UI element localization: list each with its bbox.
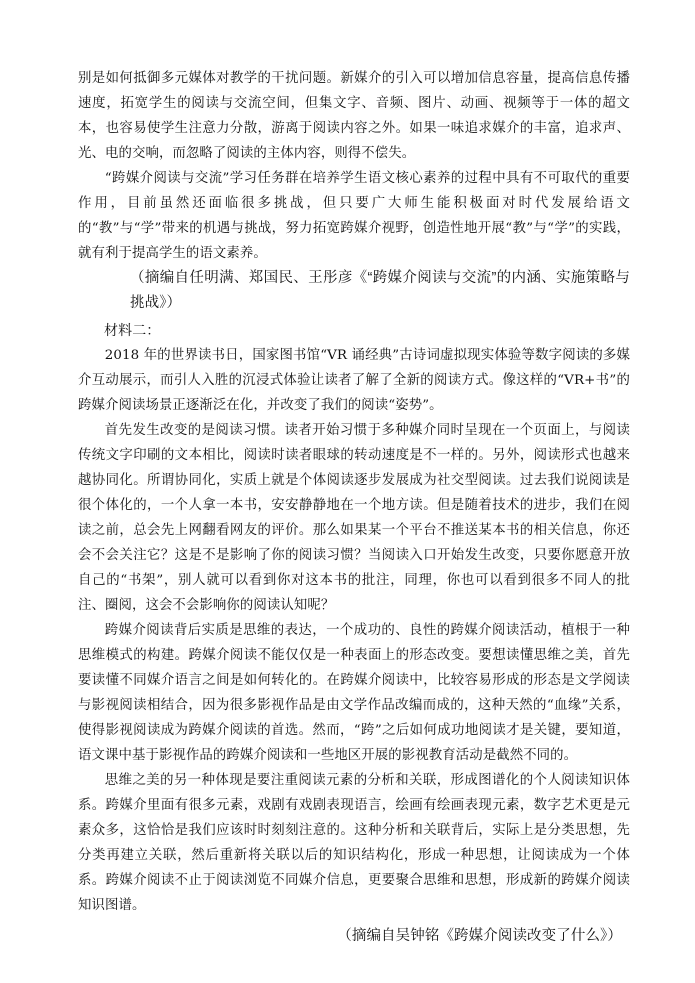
material2-source: （摘编自吴钟铭《跨媒介阅读改变了什么》） [337,928,622,944]
material1-paragraph-1: 别是如何抵御多元媒体对教学的干扰问题。新媒介的引入可以增加信息容量，提高信息传播速度，拓宽学生的阅读与交流空间，但集文字、音频、图片、动画、视频等于一体的超文本，也容易使学生注意力分散，游离于阅读内容之外。如果一味追求媒介的丰富，追求声、光、电的交响，而忽略了阅读的主体内容，则得不偿失。 [78,71,630,161]
material1-source: （摘编自任明满、郑国民、王彤彦《“跨媒介阅读与交流”的内涵、实施策略与挑战》） [130,270,630,311]
material2-paragraph-3: 跨媒介阅读背后实质是思维的表达，一个成功的、良性的跨媒介阅读活动，植根于一种思维模式的构建。跨媒介阅读不能仅仅是一种表面上的形态改变。要想读懂思维之美，首先要读懂不同媒介语言之间是如何转化的。在跨媒介阅读中，比较容易形成的形态是文学阅读与影视阅读相结合，因为很多影视作品是由文学作品改编而成的，这种天然的“血缘”关系，使得影视阅读成为跨媒介阅读的首选。然而，“跨”之后如何成功地阅读才是关键，要知道，语文课中基于影视作品的跨媒介阅读和一些地区开展的影视教育活动是截然不同的。 [78,623,630,763]
material2-paragraph-2: 首先发生改变的是阅读习惯。读者开始习惯于多种媒介同时呈现在一个页面上，与阅读传统文字印刷的文本相比，阅读时读者眼球的转动速度是不一样的。另外，阅读形式也越来越协同化。所谓协同化，实质上就是个体阅读逐步发展成为社交型阅读。过去我们说阅读是很个体化的，一个人拿一本书，安安静静地在一个地方读。但是随着技术的进步，我们在阅读之前，总会先上网翻看网友的评价。那么如果某一个平台不推送某本书的相关信息，你还会不会关注它？这是不是影响了你的阅读习惯？当阅读入口开始发生改变，只要你愿意开放自己的“书架”，别人就可以看到你对这本书的批注，同理，你也可以看到很多不同人的批注、圈阅，这会不会影响你的阅读认知呢？ [78,423,630,613]
material2-paragraph-4: 思维之美的另一种体现是要注重阅读元素的分析和关联，形成图谱化的个人阅读知识体系。跨媒介里面有很多元素，戏剧有戏剧表现语言，绘画有绘画表现元素，数字艺术更是元素众多，这恰恰是我们应该时时刻刻注意的。这种分析和关联背后，实际上是分类思想，先分类再建立关联，然后重新将关联以后的知识结构化，形成一种思想，让阅读成为一个体系。跨媒介阅读不止于阅读浏览不同媒介信息，更要聚合思维和思想，形成新的跨媒介阅读知识图谱。 [78,773,630,913]
text-body [78,66,630,949]
material2-label: 材料二： [104,322,161,338]
material1-paragraph-2: “跨媒介阅读与交流”学习任务群在培养学生语文核心素养的过程中具有不可取代的重要作用，目前虽然还面临很多挑战，但只要广大师生能积极面对时代发展给语文的“教”与“学”带来的机遇与挑战，努力拓宽跨媒介视野，创造性地开展“教”与“学”的实践，就有利于提高学生的语文素养。 [78,171,630,261]
material2-paragraph-1: 2018 年的世界读书日，国家图书馆“VR 诵经典”古诗词虚拟现实体验等数字阅读的多媒介互动展示，而引人入胜的沉浸式体验让读者了解了全新的阅读方式。像这样的“VR+书”的跨媒介阅读场景正逐渐泛在化，并改变了我们的阅读“姿势”。 [78,348,630,413]
